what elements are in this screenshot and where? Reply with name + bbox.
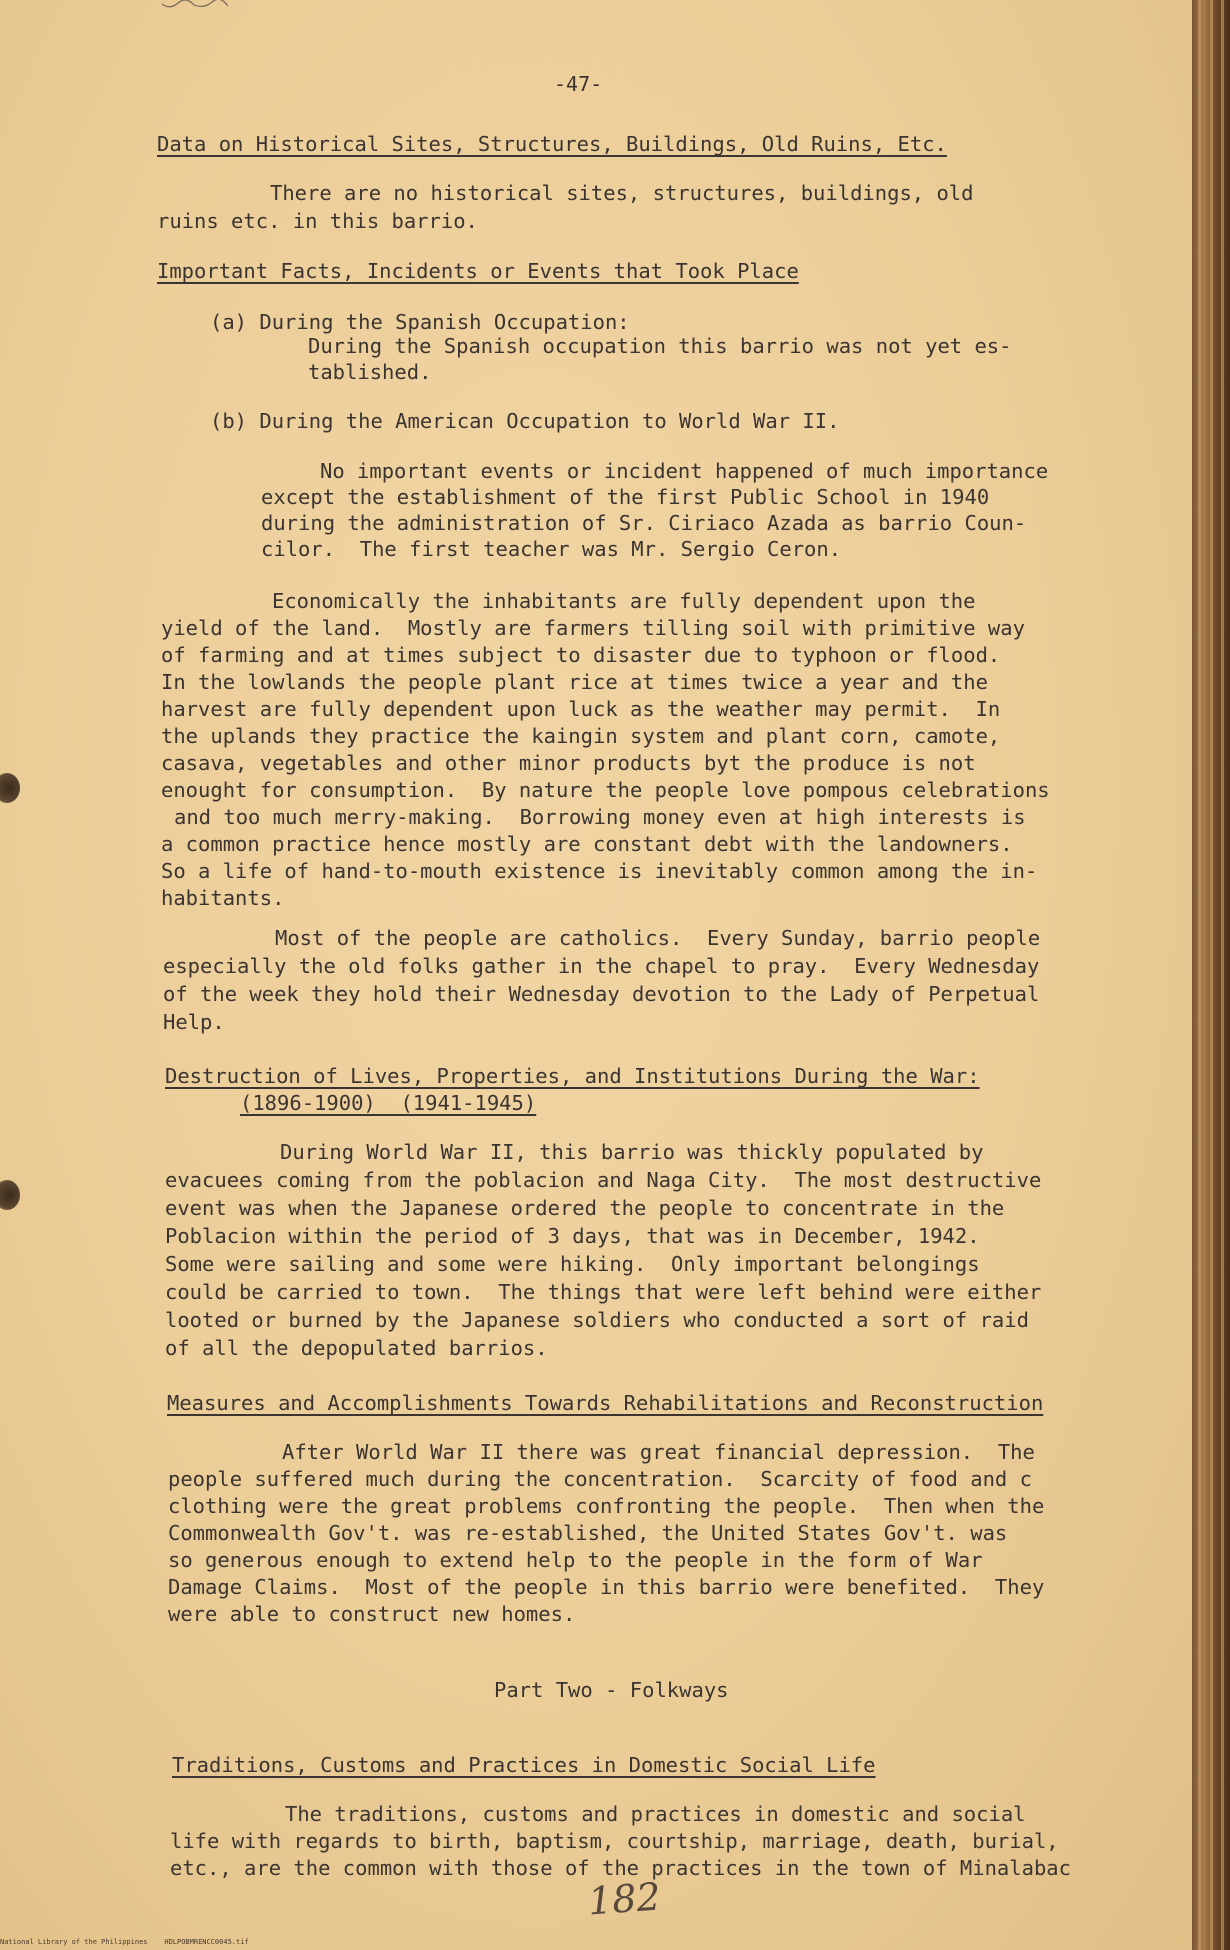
text-line: (b) During the American Occupation to World War II. (210, 409, 840, 433)
text-line: enought for consumption. By nature the people love pompous celebrations (161, 778, 1050, 802)
text-line: During World War II, this barrio was thickly populated by (280, 1140, 984, 1164)
text-line: a common practice hence mostly are constant debt with the landowners. (161, 832, 1013, 856)
text-line: In the lowlands the people plant rice at times twice a year and the (161, 670, 988, 694)
text-line: During the Spanish occupation this barrio was not yet es- (308, 334, 1012, 358)
punch-hole (0, 1180, 20, 1210)
text-line: yield of the land. Mostly are farmers tilling soil with primitive way (161, 616, 1025, 640)
text-line: Help. (163, 1010, 225, 1034)
punch-hole (0, 773, 20, 803)
text-line: Some were sailing and some were hiking. Only important belongings (165, 1252, 980, 1276)
part-heading: Part Two - Folkways (494, 1678, 729, 1702)
text-line: could be carried to town. The things that were left behind were either (165, 1280, 1042, 1304)
text-line: Damage Claims. Most of the people in this barrio were benefited. They (168, 1575, 1045, 1599)
text-line: clothing were the great problems confronting the people. Then when the (168, 1494, 1045, 1518)
text-line: The traditions, customs and practices in domestic and social (285, 1802, 1026, 1826)
text-line: were able to construct new homes. (168, 1602, 576, 1626)
section-heading: Data on Historical Sites, Structures, Buildings, Old Ruins, Etc. (157, 132, 947, 156)
section-heading: Measures and Accomplishments Towards Rehabilitations and Reconstruction (167, 1391, 1044, 1415)
text-line: life with regards to birth, baptism, courtship, marriage, death, burial, (170, 1829, 1059, 1853)
text-line: people suffered much during the concentration. Scarcity of food and c (168, 1467, 1032, 1491)
scan-footer: National Library of the Philippines HDLPOBMRENCC0045.tif (0, 1938, 249, 1946)
text-line: Economically the inhabitants are fully dependent upon the (272, 589, 976, 613)
text-line: habitants. (161, 886, 285, 910)
text-line: cilor. The first teacher was Mr. Sergio Ceron. (261, 537, 842, 561)
text-line: the uplands they practice the kaingin system and plant corn, camote, (161, 724, 1001, 748)
text-line: Commonwealth Gov't. was re-established, the United States Gov't. was (168, 1521, 1008, 1545)
text-line: except the establishment of the first Public School in 1940 (261, 485, 990, 509)
text-line: looted or burned by the Japanese soldiers who conducted a sort of raid (165, 1308, 1029, 1332)
text-line: No important events or incident happened of much importance (320, 459, 1049, 483)
text-line: casava, vegetables and other minor products byt the produce is not (161, 751, 976, 775)
section-subheading: (1896-1900) (1941-1945) (240, 1091, 537, 1115)
text-line: evacuees coming from the poblacion and Naga City. The most destructive (165, 1168, 1042, 1192)
section-heading: Traditions, Customs and Practices in Domestic Social Life (172, 1753, 876, 1777)
handwritten-page-number: 182 (586, 1874, 662, 1924)
text-line: and too much merry-making. Borrowing money even at high interests is (174, 805, 1026, 829)
text-line: especially the old folks gather in the chapel to pray. Every Wednesday (163, 954, 1040, 978)
section-heading: Destruction of Lives, Properties, and Institutions During the War: (165, 1064, 980, 1088)
text-line: (a) During the Spanish Occupation: (210, 310, 630, 334)
text-line: event was when the Japanese ordered the people to concentrate in the (165, 1196, 1005, 1220)
text-line: Most of the people are catholics. Every Sunday, barrio people (275, 926, 1041, 950)
text-line: Poblacion within the period of 3 days, that was in December, 1942. (165, 1224, 980, 1248)
book-binding (1192, 0, 1230, 1950)
text-line: harvest are fully dependent upon luck as the weather may permit. In (161, 697, 1001, 721)
text-line: so generous enough to extend help to the people in the form of War (168, 1548, 983, 1572)
text-line: tablished. (308, 360, 432, 384)
text-line: After World War II there was great financial depression. The (282, 1440, 1035, 1464)
text-line: So a life of hand-to-mouth existence is inevitably common among the in- (161, 859, 1038, 883)
page-number: -47- (554, 72, 603, 96)
text-line: during the administration of Sr. Ciriaco Azada as barrio Coun- (261, 511, 1027, 535)
pencil-scribble (160, 0, 230, 12)
text-line: There are no historical sites, structures, buildings, old (270, 181, 974, 205)
text-line: of farming and at times subject to disaster due to typhoon or flood. (161, 643, 1001, 667)
text-line: ruins etc. in this barrio. (157, 209, 478, 233)
text-line: of all the depopulated barrios. (165, 1336, 548, 1360)
text-line: etc., are the common with those of the practices in the town of Minalabac (170, 1856, 1071, 1880)
text-line: of the week they hold their Wednesday devotion to the Lady of Perpetual (163, 982, 1040, 1006)
section-heading: Important Facts, Incidents or Events that Took Place (157, 259, 799, 283)
